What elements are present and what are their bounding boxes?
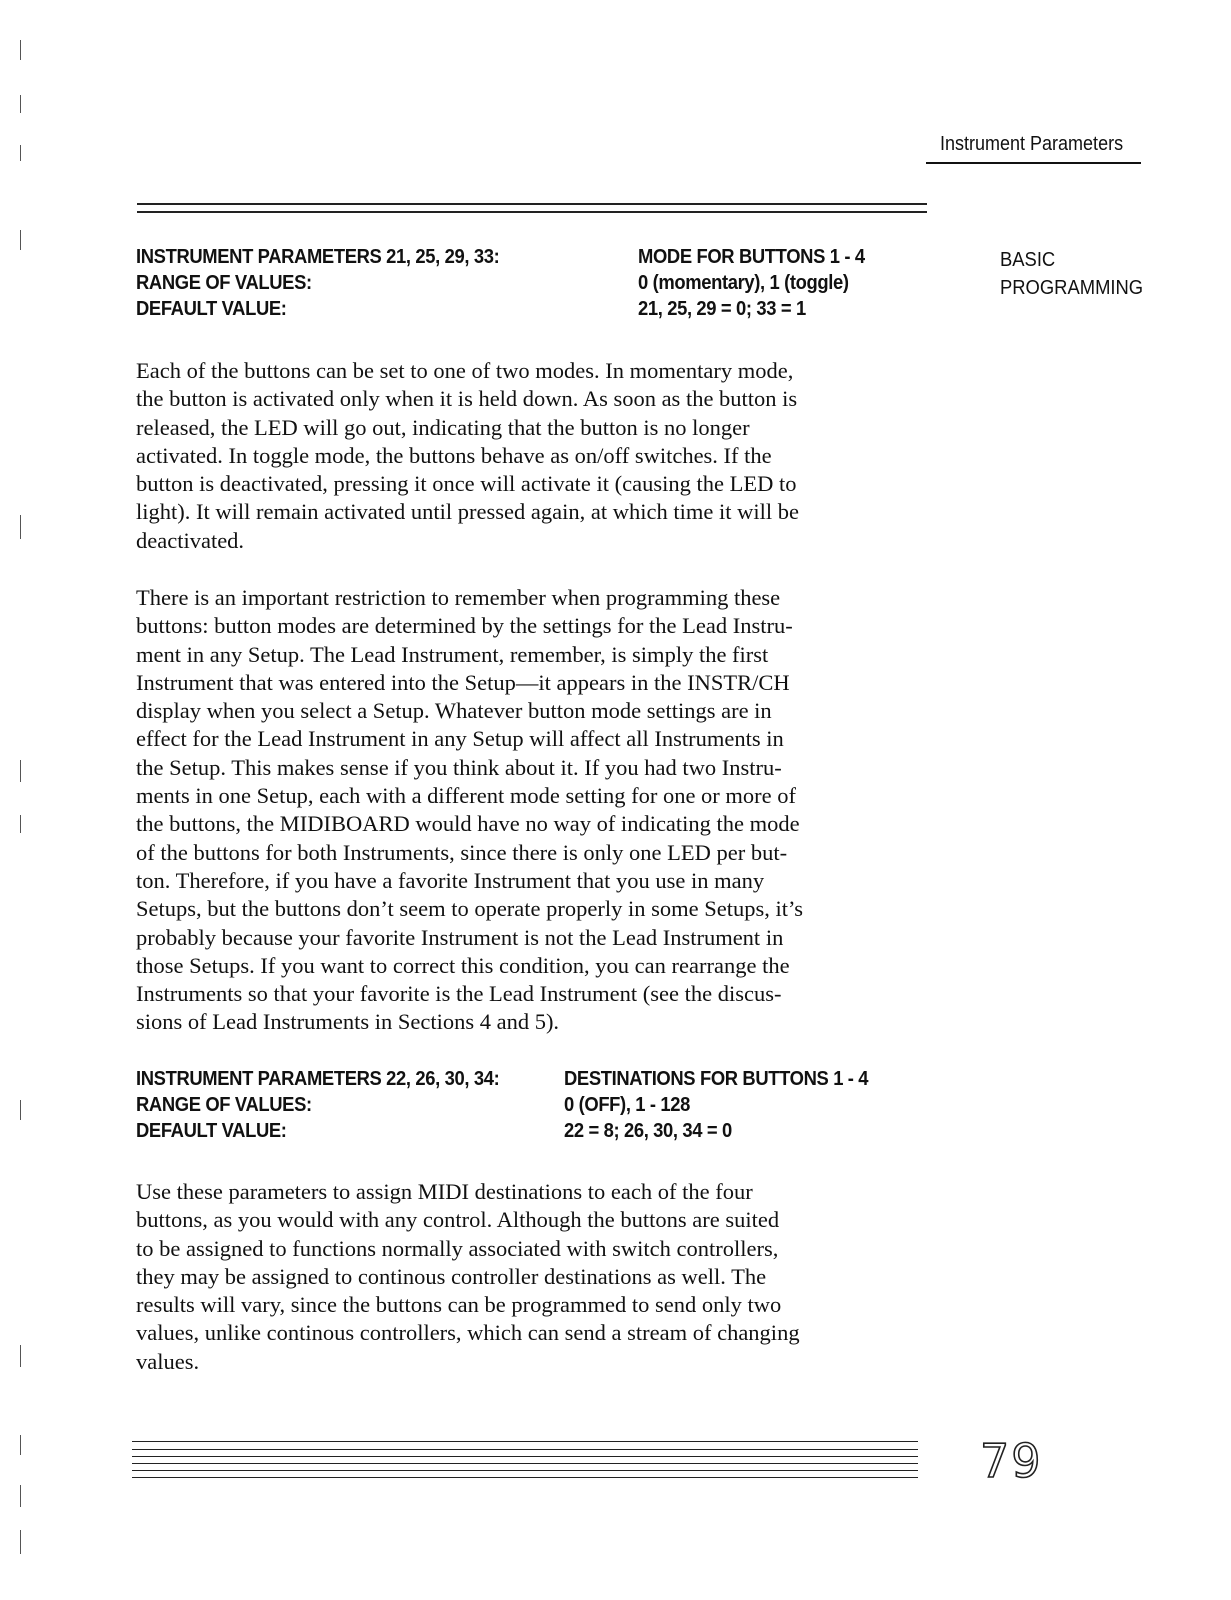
parameter-label: RANGE OF VALUES:: [136, 1094, 312, 1116]
parameter-label: INSTRUMENT PARAMETERS 22, 26, 30, 34:: [136, 1068, 500, 1090]
footer-rule: [132, 1470, 918, 1471]
parameter-label: DEFAULT VALUE:: [136, 1120, 287, 1142]
parameter-row: [136, 296, 916, 322]
binding-mark: [20, 1100, 21, 1120]
text-line: There is an important restriction to remember when programming these: [136, 585, 781, 610]
text-line: Instrument that was entered into the Setup—it appears in the INSTR/CH: [136, 669, 790, 695]
parameter-row: [136, 244, 916, 270]
text-line: values, unlike continous controllers, which can send a stream of changing: [136, 1320, 800, 1346]
binding-mark: [20, 1435, 21, 1455]
header-underline: [926, 162, 1141, 164]
text-line: those Setups. If you want to correct this condition, you can rearrange the: [136, 952, 790, 978]
text-line: Each of the buttons can be set to one of two modes. In momentary mode,: [136, 358, 794, 383]
parameter-row: [136, 1118, 916, 1144]
parameter-block-buttons-mode: [136, 244, 916, 322]
parameter-value: 0 (momentary), 1 (toggle): [638, 272, 849, 294]
parameter-value: 21, 25, 29 = 0; 33 = 1: [638, 298, 806, 320]
parameter-label: INSTRUMENT PARAMETERS 21, 25, 29, 33:: [136, 246, 500, 268]
parameter-value: MODE FOR BUTTONS 1 - 4: [638, 246, 865, 268]
running-header: Instrument Parameters: [940, 133, 1124, 155]
parameter-block-buttons-destinations: [136, 1066, 916, 1144]
section-side-note: [1000, 246, 1143, 302]
footer-rule: [132, 1449, 918, 1450]
text-line: Instruments so that your favorite is the Lead Instrument (see the discus-: [136, 981, 782, 1007]
text-line: released, the LED will go out, indicating that the button is no longer: [136, 414, 750, 440]
text-line: ments in one Setup, each with a different mode setting for one or more of: [136, 783, 797, 809]
text-line: results will vary, since the buttons can be programmed to send only two: [136, 1292, 782, 1318]
text-line: to be assigned to functions normally associated with switch controllers,: [136, 1235, 779, 1261]
text-line: deactivated.: [136, 527, 245, 553]
text-line: the button is activated only when it is held down. As soon as the button is: [136, 386, 798, 412]
text-line: Setups, but the buttons don’t seem to operate properly in some Setups, it’s: [136, 896, 804, 922]
text-line: the Setup. This makes sense if you think about it. If you had two Instru-: [136, 754, 782, 780]
body-paragraph: [136, 1178, 926, 1376]
binding-mark: [20, 95, 21, 113]
footer-rule: [132, 1463, 918, 1464]
side-note-line: PROGRAMMING: [1000, 277, 1144, 299]
text-line: values.: [136, 1348, 200, 1374]
footer-rule: [132, 1456, 918, 1457]
top-rule: [137, 211, 927, 213]
parameter-value: 22 = 8; 26, 30, 34 = 0: [564, 1120, 732, 1142]
text-line: buttons: button modes are determined by the settings for the Lead Instru-: [136, 613, 793, 639]
parameter-value: DESTINATIONS FOR BUTTONS 1 - 4: [564, 1068, 869, 1090]
text-line: the buttons, the MIDIBOARD would have no way of indicating the mode: [136, 811, 800, 837]
text-line: ment in any Setup. The Lead Instrument, remember, is simply the first: [136, 641, 769, 667]
footer-rule: [132, 1441, 918, 1442]
binding-mark: [20, 1530, 21, 1554]
binding-mark: [20, 515, 21, 539]
text-line: ton. Therefore, if you have a favorite Instrument that you use in many: [136, 867, 765, 893]
parameter-value: 0 (OFF), 1 - 128: [564, 1094, 691, 1116]
binding-mark: [20, 145, 21, 161]
parameter-row: [136, 270, 916, 296]
top-rule: [137, 203, 927, 205]
footer-rule: [132, 1477, 918, 1478]
text-line: sions of Lead Instruments in Sections 4 and 5).: [136, 1009, 560, 1035]
side-note-line: BASIC: [1000, 249, 1056, 271]
binding-mark: [20, 40, 21, 60]
page-number: 79: [980, 1434, 1043, 1488]
text-line: display when you select a Setup. Whatever button mode settings are in: [136, 698, 772, 724]
parameter-label: DEFAULT VALUE:: [136, 298, 287, 320]
parameter-row: [136, 1066, 916, 1092]
body-paragraph: [136, 584, 926, 1037]
text-line: probably because your favorite Instrument is not the Lead Instrument in: [136, 924, 784, 950]
text-line: they may be assigned to continous controller destinations as well. The: [136, 1263, 767, 1289]
text-line: effect for the Lead Instrument in any Setup will affect all Instruments in: [136, 726, 784, 752]
parameter-label: RANGE OF VALUES:: [136, 272, 312, 294]
text-line: light). It will remain activated until pressed again, at which time it will be: [136, 499, 799, 525]
binding-mark: [20, 1485, 21, 1507]
body-paragraph: [136, 357, 926, 555]
binding-mark: [20, 1345, 21, 1367]
binding-mark: [20, 760, 21, 782]
binding-mark: [20, 230, 21, 250]
text-line: activated. In toggle mode, the buttons behave as on/off switches. If the: [136, 442, 772, 468]
binding-mark: [20, 815, 21, 833]
text-line: buttons, as you would with any control. Although the buttons are suited: [136, 1207, 780, 1233]
text-line: of the buttons for both Instruments, since there is only one LED per but-: [136, 839, 788, 865]
text-line: Use these parameters to assign MIDI destinations to each of the four: [136, 1179, 753, 1204]
parameter-row: [136, 1092, 916, 1118]
text-line: button is deactivated, pressing it once will activate it (causing the LED to: [136, 471, 797, 497]
